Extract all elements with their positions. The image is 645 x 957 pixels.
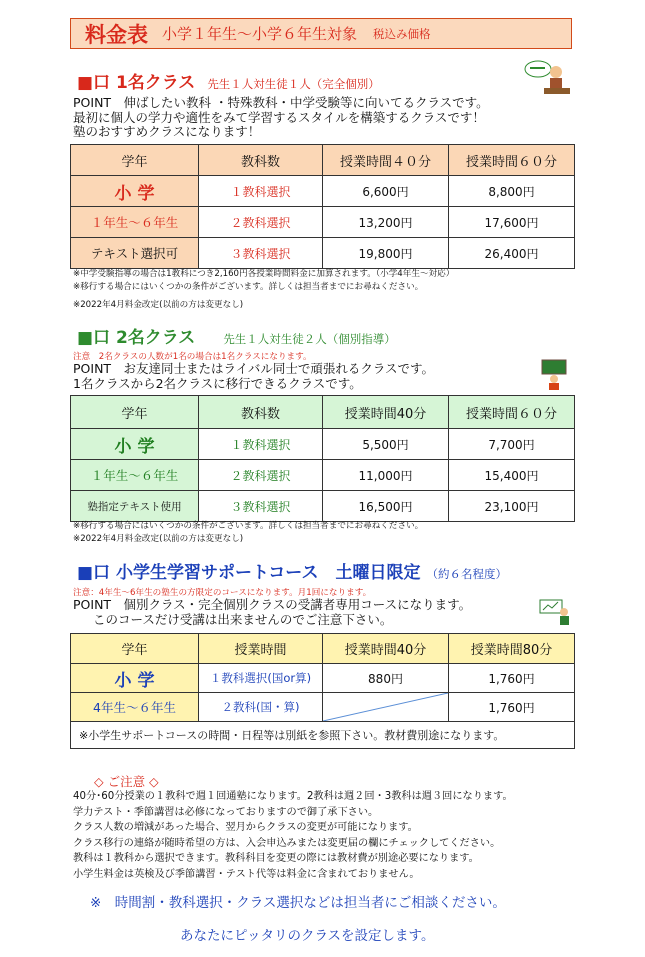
section1-notes: ※中学受験指導の場合は1教科につき2,160円各授業時間料金に加算されます。（小学4年生～対応） ※移行する場合にはいくつかの条件がございます。詳しくは担当者までにお尋ねください。 ※2022年4月料金改定(以前の方は変更なし) xyxy=(73,269,455,310)
section1-heading: ■口 1名クラス 先生１人対生徒１人（完全個別） xyxy=(77,73,380,93)
section1-table: 学年 教科数 授業時間４０分 授業時間６０分 小 学 １教科選択 6,600円 8,800円 １年生～６年生 ２教科選択 13,200円 17,600円 テキスト選択可 ３教科選択 19,800円 26,400円 xyxy=(70,144,575,269)
page-subtitle: 小学１年生～小学６年生対象 xyxy=(162,25,358,43)
teacher-icon xyxy=(540,358,570,390)
teacher-icon xyxy=(538,598,570,626)
section2-warning: 注意 2名クラスの人数が1名の場合は1名クラスになります。 xyxy=(73,352,312,362)
title-box xyxy=(70,18,572,49)
section3-heading: ■口 小学生学習サポートコース 土曜日限定 （約６名程度） xyxy=(77,563,507,583)
section2-table: 学年 教科数 授業時間40分 授業時間６０分 小 学 １教科選択 5,500円 7,700円 １年生～６年生 ２教科選択 11,000円 15,400円 塾指定テキスト使用 ３教科選択 16,500円 23,100円 xyxy=(70,395,575,522)
section1-point: POINT 伸ばしたい教科 ・特殊教科・中学受験等に向いてるクラスです。 最初に個人の学力や適性をみて学習するスタイルを構築するクラスです！ 塾のおすすめクラスになります！ xyxy=(73,95,489,139)
section3-note: ※小学生サポートコースの時間・日程等は別紙を参照下さい。教材費別途になります。 xyxy=(71,722,575,749)
empty-cell-diagonal xyxy=(323,693,449,722)
section2-notes: ※移行する場合にはいくつかの条件がございます。詳しくは担当者までにお尋ねください。 ※2022年4月料金改定(以前の方は変更なし) xyxy=(73,521,424,544)
page-title: 料金表 xyxy=(85,22,148,47)
teacher-icon xyxy=(522,58,570,96)
section3-table: 学年 授業時間 授業時間40分 授業時間80分 小 学 １教科選択(国or算) 880円 1,760円 4年生～６年生 ２教科(国・算) 1,760円 ※小学生サポートコースの時間・日程等は別紙を参照下さい。教材費別途になります。 xyxy=(70,633,575,749)
section2-point: POINT お友達同士またはライバル同士で頑張れるクラスです。 1名クラスから2名クラスに移行できるクラスです。 xyxy=(73,361,435,391)
caution-list: 40分･60分授業の１教科で週１回通塾になります。2教科は週２回・3教科は週３回になります。 学力テスト・季節講習は必修になっておりますので御了承下さい。 クラス人数の増減があった場合、翌月からクラスの変更が可能になります。 クラス移行の連絡が随時希望の方は、入会申込みまたは変更届の欄にチェックしてください。 教科は１教科から選択できます。教科科目を変更の際には教材費が別途必要になります。 小学生料金は英検及び季節講習・テスト代等は料金に含まれておりません。 xyxy=(73,791,513,880)
section3-desc: （約６名程度） xyxy=(426,567,507,581)
section1-desc: 先生１人対生徒１人（完全個別） xyxy=(207,77,380,91)
section2-heading: ■口 2名クラス 先生１人対生徒２人（個別指導） xyxy=(77,328,396,348)
tax-note: 税込み価格 xyxy=(373,26,431,41)
section3-warning: 注意：4年生～6年生の塾生の方限定のコースになります。月1回になります。 xyxy=(73,588,372,598)
footer-consult: ※ 時間割・教科選択・クラス選択などは担当者にご相談ください。 xyxy=(90,895,506,911)
caution-heading: ◇ ご注意 ◇ xyxy=(94,774,159,789)
section2-desc: 先生１人対生徒２人（個別指導） xyxy=(223,332,396,346)
footer-slogan: あなたにピッタリのクラスを設定します。 xyxy=(180,928,435,944)
section3-point: POINT 個別クラス・完全個別クラスの受講者専用コースになります。 このコースだけ受講は出来ませんのでご注意下さい。 xyxy=(73,597,472,627)
